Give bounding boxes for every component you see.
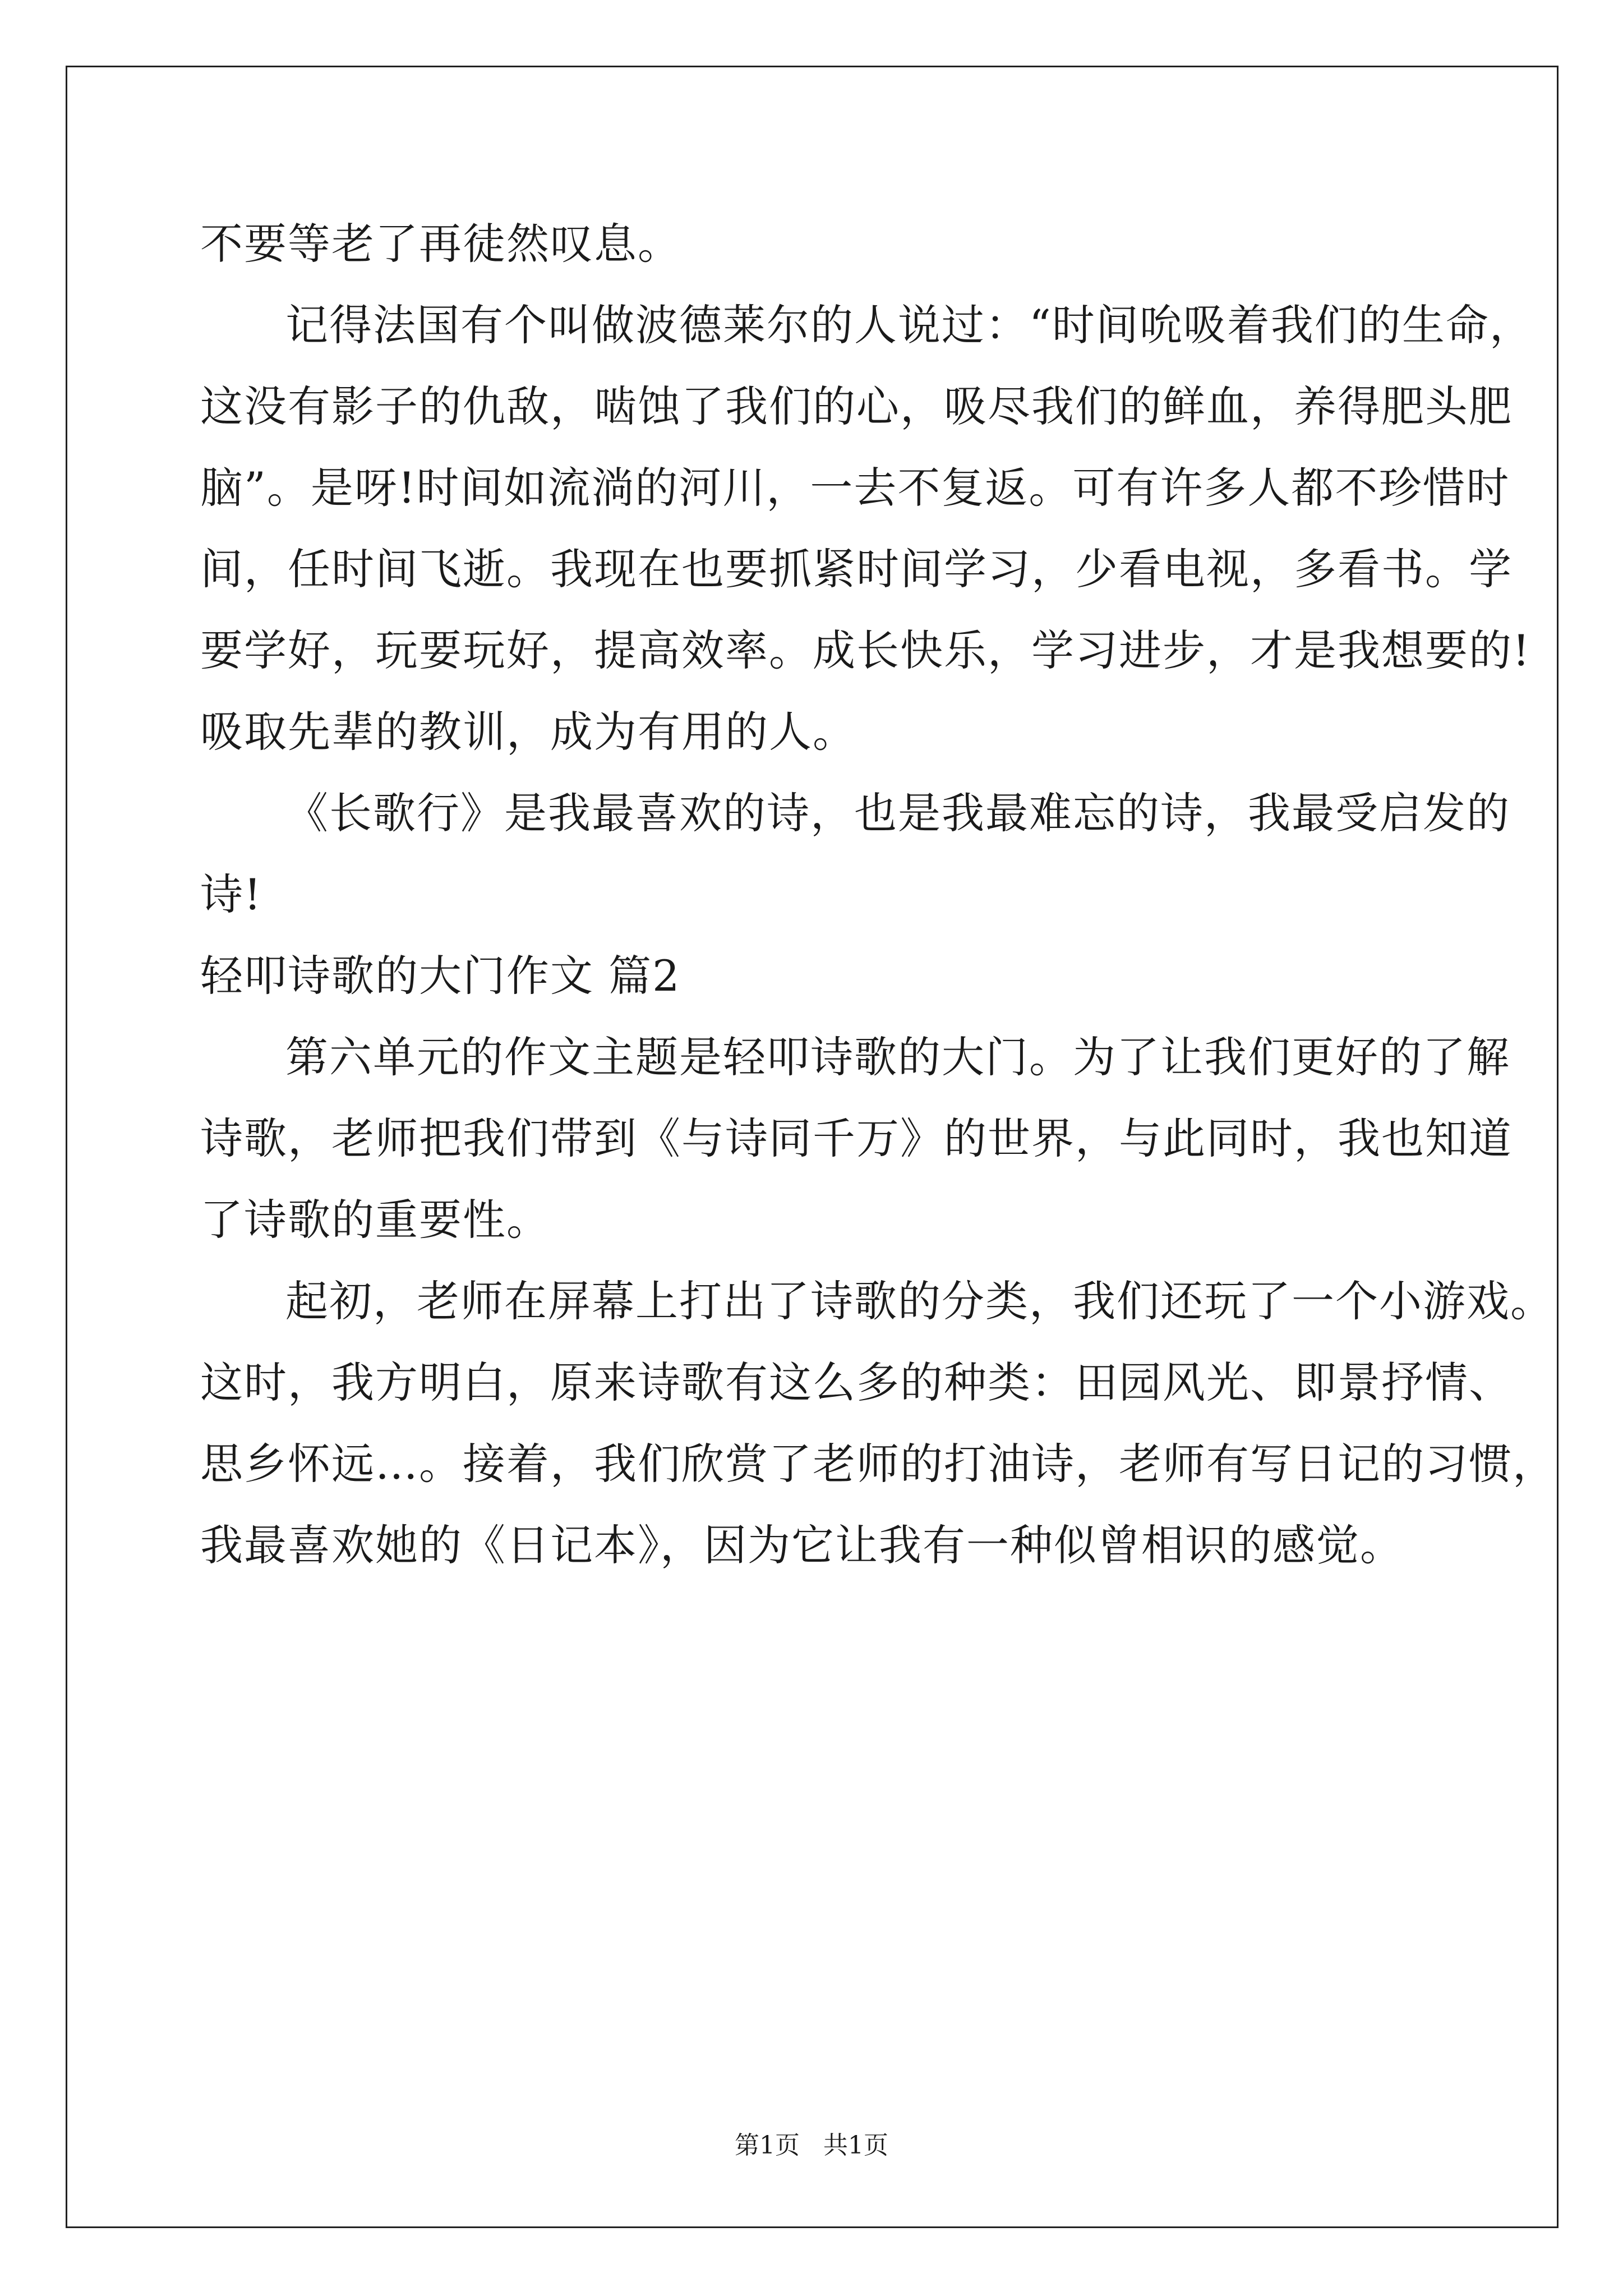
text-line: 了诗歌的重要性。 <box>200 1195 550 1245</box>
paragraph-start: 第六单元的作文主题是轻叩诗歌的大门。为了让我们更好的了解 <box>285 1032 1510 1082</box>
text-line: 思乡怀远…。接着，我们欣赏了老师的打油诗，老师有写日记的习惯， <box>200 1439 1556 1489</box>
section-heading: 轻叩诗歌的大门作文 篇2 <box>200 951 681 1001</box>
paragraph-start: 起初，老师在屏幕上打出了诗歌的分类，我们还玩了一个小游戏。 <box>285 1276 1554 1326</box>
text-line: 要学好，玩要玩好，提高效率。成长快乐，学习进步，才是我想要的! <box>200 625 1531 675</box>
text-line: 不要等老了再徒然叹息。 <box>200 219 681 269</box>
text-line: 诗歌，老师把我们带到《与诗同千万》的世界，与此同时，我也知道 <box>200 1114 1513 1163</box>
text-line: 这时，我方明白，原来诗歌有这么多的种类：田园风光、即景抒情、 <box>200 1358 1513 1407</box>
page-number-footer: 第1页 共1页 <box>735 2131 888 2160</box>
text-line: 间，任时间飞逝。我现在也要抓紧时间学习，少看电视，多看书。学 <box>200 544 1513 594</box>
text-line: 诗! <box>200 869 262 919</box>
text-line: 这没有影子的仇敌，啮蚀了我们的心，吸尽我们的鲜血，养得肥头肥 <box>200 381 1513 431</box>
paragraph-start: 《长歌行》是我最喜欢的诗，也是我最难忘的诗，我最受启发的 <box>285 788 1510 838</box>
document-body <box>200 203 1556 1586</box>
text-line: 吸取先辈的教训，成为有用的人。 <box>200 707 856 757</box>
paragraph-start: 记得法国有个叫做波德莱尔的人说过：“时间吮吸着我们的生命， <box>285 300 1533 350</box>
text-line: 我最喜欢她的《日记本》，因为它让我有一种似曾相识的感觉。 <box>200 1520 1404 1570</box>
text-line: 脑”。是呀!时间如流淌的河川，一去不复返。可有许多人都不珍惜时 <box>200 463 1510 513</box>
